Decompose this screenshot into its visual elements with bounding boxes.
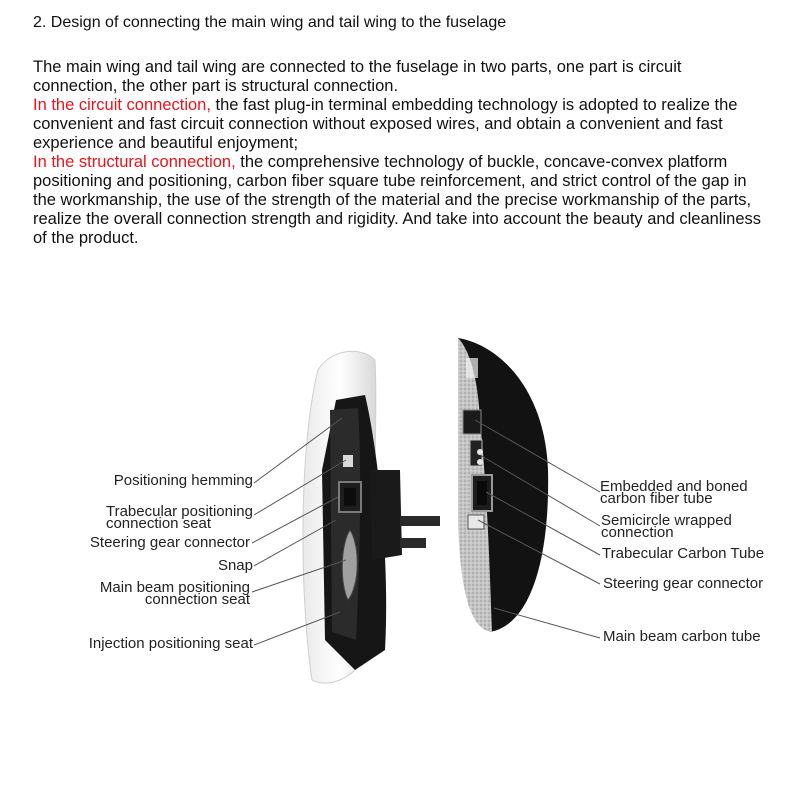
circuit-text: the fast plug-in terminal embedding technology is adopted to realize the convenient and fast circuit connection without exposed wires, and obtain a convenient and fast experience and beautiful enjoyment; [33, 96, 738, 152]
section-heading: 2. Design of connecting the main wing and tail wing to the fuselage [33, 14, 507, 31]
label-embedded-carbon-tube: Embedded and boned carbon fiber tube [600, 478, 748, 507]
label-injection-positioning-seat: Injection positioning seat [88, 635, 253, 652]
label-main-beam-carbon-tube: Main beam carbon tube [603, 628, 761, 645]
label-snap: Snap [217, 557, 253, 574]
label-positioning-hemming: Positioning hemming [113, 472, 253, 489]
circuit-lead: In the circuit connection, [33, 96, 211, 114]
label-main-beam-positioning-seat: Main beam positioning connection seat [99, 579, 250, 608]
label-semicircle-wrapped: Semicircle wrapped connection [601, 512, 732, 541]
intro-text: The main wing and tail wing are connected to the fuselage in two parts, one part is circuit connection, the other part is structural connection. [33, 58, 682, 95]
label-steering-gear-connector-left: Steering gear connector [89, 534, 250, 551]
structural-text: the comprehensive technology of buckle, concave-convex platform positioning and positioning, carbon fiber square tube reinforcement, and strict control of the gap in the workmanship, the use of the strength of the material and the precise workmanship of the parts, realize the overall connection strength and rigidity. And take into account the beauty and cleanliness of the product. [33, 153, 761, 247]
label-trabecular-carbon-tube: Trabecular Carbon Tube [602, 545, 765, 562]
label-trabecular-positioning-seat: Trabecular positioning connection seat [105, 503, 253, 532]
left-wing-part [303, 351, 440, 683]
right-wing-part [458, 338, 548, 632]
label-steering-gear-connector-right: Steering gear connector [603, 575, 764, 592]
structural-lead: In the structural connection, [33, 153, 236, 171]
